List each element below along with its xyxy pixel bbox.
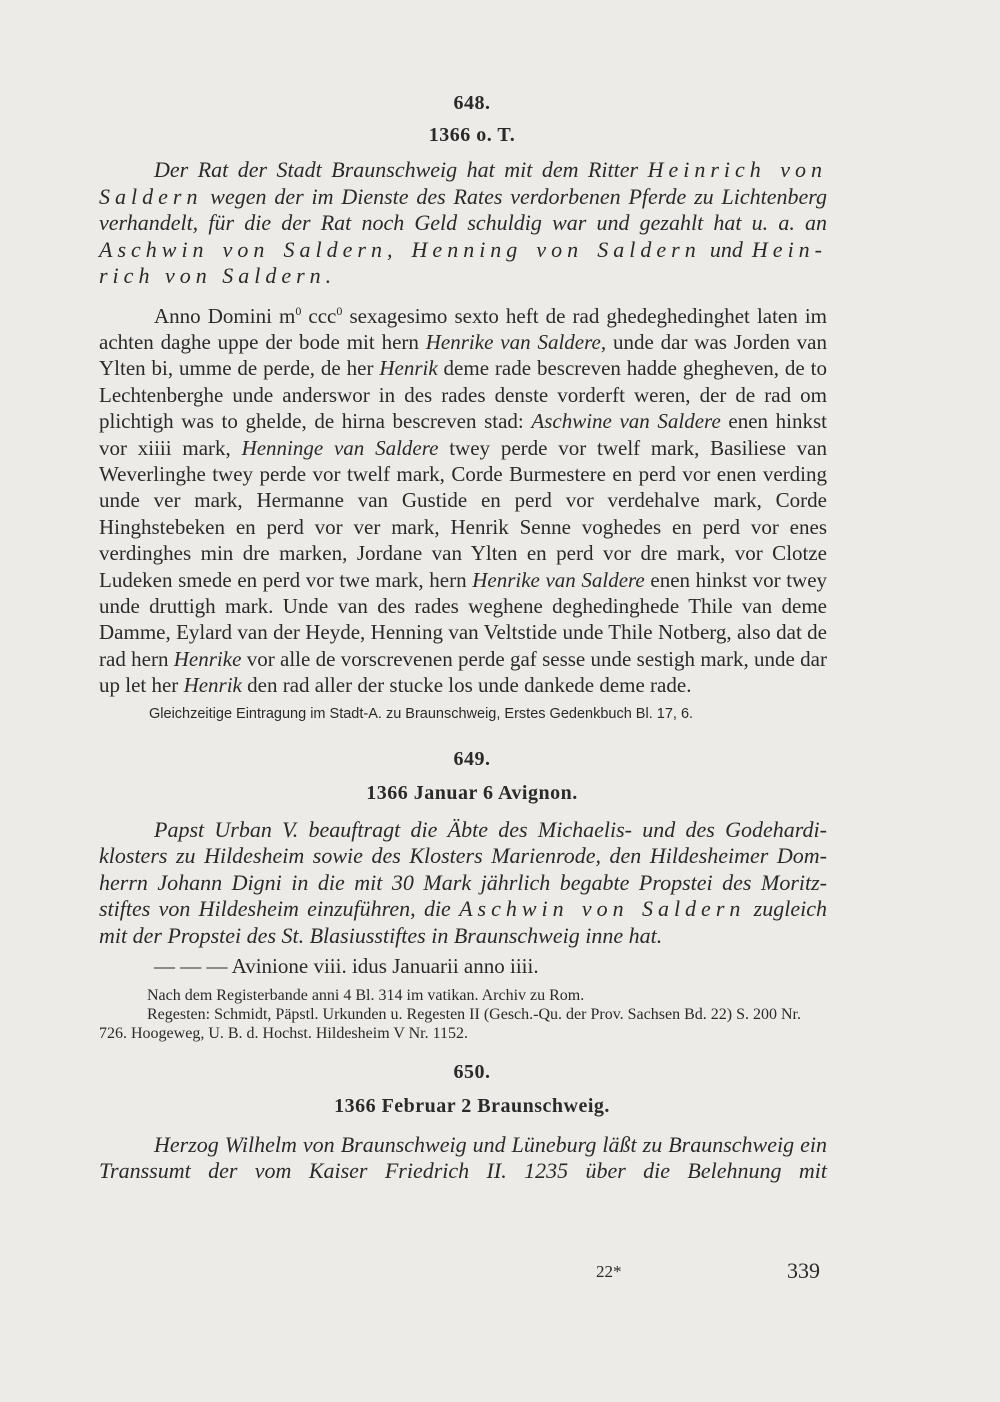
- name-italic: Henrik: [379, 356, 438, 381]
- regest-text: zugleich mit der Propstei des St. Blasiusstiftes in Braunschweig inne hat.: [99, 896, 827, 948]
- document-649: [99, 748, 827, 1043]
- page-number: 339: [787, 1258, 820, 1283]
- name-italic: Henninge van Saldere: [241, 435, 439, 460]
- document-date: 1366 Februar 2 Braunschweig.: [334, 1094, 610, 1117]
- regest-text: und: [709, 236, 743, 262]
- name-italic: Aschwine van Saldere: [531, 409, 721, 434]
- name-italic: Henrike: [173, 646, 242, 671]
- document-number: 648.: [453, 92, 491, 114]
- regest-text: Der Rat der Stadt Braunschweig hat mit dem Ritter: [154, 157, 639, 182]
- document-date: 1366 o. T.: [428, 124, 516, 146]
- text-run: Anno Domini m: [154, 303, 296, 328]
- regest: [99, 817, 827, 950]
- text-run: deme rade bescreven hadde ghegheven, de to Lechtenberghe unde anderswor in des rades denste vorderft weren, der de rad om plichtigh was to ghelde, de hirna bescreven stad:: [99, 356, 827, 434]
- source-notes: [99, 986, 827, 1043]
- signature-mark: 22*: [596, 1262, 622, 1281]
- text-run: sexagesimo sexto heft de rad ghedeghedinghet laten im achten daghe uppe der bode mit hern: [99, 303, 827, 354]
- document-date: 1366 Januar 6 Avignon.: [366, 781, 578, 804]
- regest: [99, 1132, 827, 1185]
- regest-text: Herzog Wilhelm von Braunschweig und Lüneburg läßt zu Braunschweig ein Transsumt der vom Kaiser Friedrich II. 1235 über die Belehnung mit: [99, 1131, 827, 1183]
- page-column: [99, 92, 827, 1185]
- name-italic: Henrike van Saldere: [472, 567, 645, 592]
- text-run: enen hinkst vor xiiii mark,: [99, 409, 827, 460]
- regest-text: verhandelt, für die der Rat noch Geld schuldig war und gezahlt hat u. a. an: [99, 210, 827, 235]
- superscript: 0: [336, 303, 343, 318]
- name-italic: Henrike van Saldere,: [425, 329, 607, 354]
- text-run: — — — Avinione viii. idus Januarii anno iiii.: [154, 954, 539, 979]
- document-text: [99, 298, 827, 699]
- document-number: 649.: [453, 747, 491, 770]
- superscript: 0: [295, 303, 302, 318]
- regest: [99, 157, 827, 290]
- regest-text: Papst Urban V. beauftragt die Äbte des Michaelis- und des Godehardi-klosters zu Hildesheim sowie des Klosters Marienrode, den Hildesheimer Dom-herrn Johann Digni in die mit 30 Mark jährlich begabte Propstei des Moritz-stiftes von Hildesheim einzuführen, die: [99, 816, 827, 922]
- regest-text: wegen der im Dienste des Rates verdorbenen Pferde zu Lichtenberg: [210, 183, 828, 209]
- text-run: vor alle de vorscrevenen perde gaf sesse unde sestigh mark, unde dar up let her: [99, 646, 827, 698]
- document-650: [99, 1061, 827, 1185]
- person-name: Saldern: [99, 183, 203, 209]
- source-note: Nach dem Registerbande anni 4 Bl. 314 im vatikan. Archiv zu Rom.: [147, 986, 585, 1004]
- document-text: [99, 953, 827, 979]
- name-italic: Henrik: [183, 673, 242, 698]
- text-run: den rad aller der stucke los unde dankede deme rade.: [241, 673, 692, 698]
- source-note: Gleichzeitige Eintragung im Stadt-A. zu Braunschweig, Erstes Gedenkbuch Bl. 17, 6.: [149, 705, 694, 722]
- person-name: Aschwin von Saldern, Henning von Saldern: [99, 236, 701, 262]
- text-run: enen hinkst vor twey unde druttigh mark. Unde van des rades weghene deghedinghede Thile van deme Damme, Eylard van der Heyde, Henning van Veltstide unde Thile Notberg, also dat de rad hern: [99, 567, 828, 671]
- document-number: 650.: [453, 1060, 491, 1083]
- text-run: twey perde vor twelf mark, Basiliese van Weverlinghe twey perde vor twelf mark, Corde Burmestere en perd vor enen verding unde ver mark, Hermanne van Gustide en perd vor verdehalve mark, Corde Hinghstebeken en perd vor ver mark, Henrik Senne voghedes en perd vor enes verdinghes min dre marken, Jordane van Ylten en perd vor dre mark, vor Clotze Ludeken smede en perd vor twe mark, hern: [99, 435, 828, 592]
- person-name: rich von Saldern.: [99, 263, 337, 288]
- person-name: Aschwin von Saldern: [459, 896, 746, 922]
- person-name: Heinrich von: [647, 157, 828, 182]
- text-run: ccc: [301, 303, 337, 328]
- document-648: [99, 92, 827, 724]
- source-note: Regesten: Schmidt, Päpstl. Urkunden u. Regesten II (Gesch.-Qu. der Prov. Sachsen Bd. 22) S. 200 Nr. 726. Hoogeweg, U. B. d. Hochst. Hildesheim V Nr. 1152.: [99, 1005, 801, 1042]
- person-name: Hein-: [751, 236, 828, 262]
- text-run: unde dar was Jorden van Ylten bi, umme de perde, de her: [99, 329, 827, 381]
